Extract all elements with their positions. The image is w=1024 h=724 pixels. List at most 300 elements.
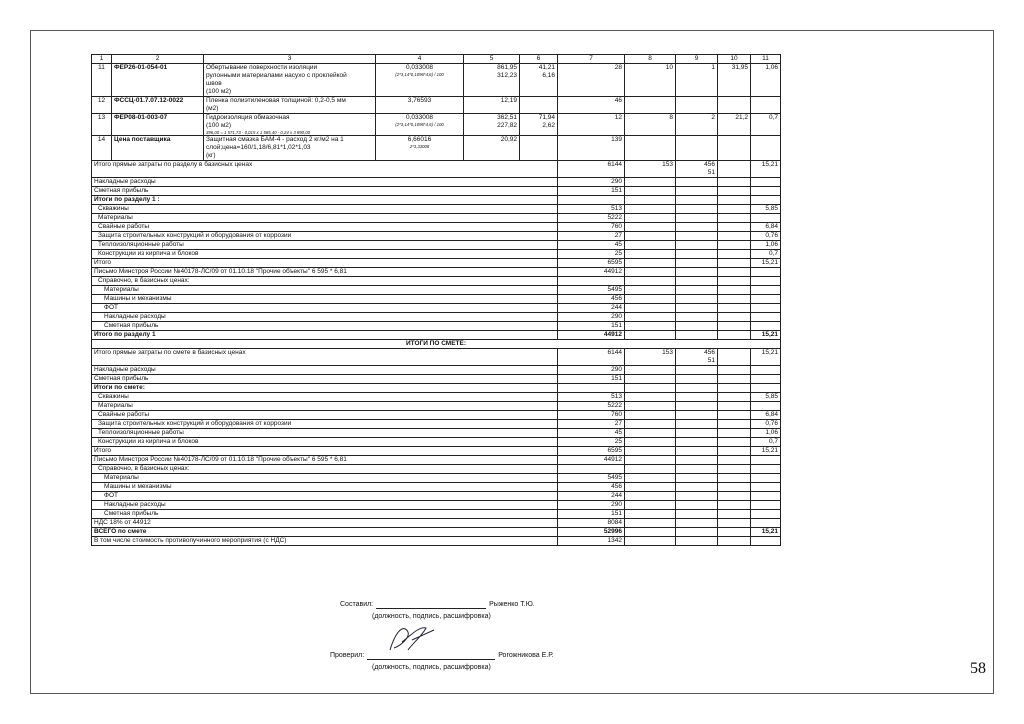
cell xyxy=(718,384,751,393)
summary-label: Итого xyxy=(92,447,558,456)
item-qty xyxy=(376,64,464,97)
summary-c9 xyxy=(676,375,718,384)
summary-c9 xyxy=(676,393,718,402)
item-code: ФЕР08-01-003-07 xyxy=(112,114,204,136)
summary-c7: 760 xyxy=(558,411,625,420)
summary-label: Материалы xyxy=(92,286,558,295)
summary-c11 xyxy=(751,286,781,295)
summary-label: Скважины xyxy=(92,205,558,214)
summary-c7: 25 xyxy=(558,438,625,447)
summary-c9 xyxy=(676,250,718,259)
summary-c9 xyxy=(676,519,718,528)
summary-c10 xyxy=(718,510,751,519)
summary-label: Защита строительных конструкций и оборудования от коррозии xyxy=(92,232,558,241)
summary-c9 xyxy=(676,528,718,537)
cell xyxy=(718,277,751,286)
cell xyxy=(625,465,676,474)
item-name-line: Гидроизоляция обмазочная xyxy=(206,114,290,121)
summary-c10 xyxy=(718,322,751,331)
summary-c8 xyxy=(625,456,676,465)
item-name-line: (100 м2) xyxy=(206,122,232,129)
work-type-row xyxy=(92,250,781,259)
summary-c11 xyxy=(751,366,781,375)
item-name-line: Обертывание поверхности изоляции xyxy=(206,64,318,71)
summary-c9 xyxy=(676,223,718,232)
column-header: 6 xyxy=(520,55,558,64)
summary-label: Машины и механизмы xyxy=(92,295,558,304)
item-c9 xyxy=(676,136,718,161)
summary-c11: 0,7 xyxy=(751,438,781,447)
direct-costs-row xyxy=(92,161,781,178)
item-row xyxy=(92,64,781,97)
itogo-row xyxy=(92,447,781,456)
work-type-row xyxy=(92,241,781,250)
cell xyxy=(558,277,625,286)
summary-c7: 44912 xyxy=(558,268,625,277)
summary-c8 xyxy=(625,250,676,259)
price-a: 362,51 xyxy=(497,114,517,121)
c9-b: 51 xyxy=(707,357,715,364)
summary-label: Защита строительных конструкций и оборудования от коррозии xyxy=(92,420,558,429)
summary-c10 xyxy=(718,519,751,528)
summary-c10 xyxy=(718,223,751,232)
summary-c10 xyxy=(718,259,751,268)
item-name-line: (кг) xyxy=(206,152,216,159)
summary-c11: 5,85 xyxy=(751,393,781,402)
summary-label: Машины и механизмы xyxy=(92,483,558,492)
reference-item-row xyxy=(92,501,781,510)
column-header: 9 xyxy=(676,55,718,64)
summary-c9 xyxy=(676,456,718,465)
summary-label: Материалы xyxy=(92,214,558,223)
summary-c7: 290 xyxy=(558,313,625,322)
summary-c11 xyxy=(751,501,781,510)
summary-c10 xyxy=(718,411,751,420)
item-price xyxy=(464,64,520,97)
summary-c8 xyxy=(625,223,676,232)
item-c9: 1 xyxy=(676,64,718,97)
summary-c11: 1,06 xyxy=(751,241,781,250)
summary-c7: 44912 xyxy=(558,456,625,465)
summary-c9 xyxy=(676,537,718,546)
summary-label: НДС 18% от 44912 xyxy=(92,519,558,528)
item-c10 xyxy=(718,136,751,161)
summary-c10 xyxy=(718,429,751,438)
summary-c9 xyxy=(676,304,718,313)
summary-c9 xyxy=(676,411,718,420)
work-type-row xyxy=(92,429,781,438)
item-row xyxy=(92,97,781,114)
checked-label: Проверил: xyxy=(330,652,365,659)
summary-label: Накладные расходы xyxy=(92,366,558,375)
reference-item-row xyxy=(92,322,781,331)
column-header: 4 xyxy=(376,55,464,64)
summary-c11: 15,21 xyxy=(751,447,781,456)
column-header: 2 xyxy=(112,55,204,64)
summary-c10 xyxy=(718,187,751,196)
overhead-row xyxy=(92,178,781,187)
qty-formula: (2*3,14*0,1096*4,6) / 100 xyxy=(395,122,444,127)
column-header: 8 xyxy=(625,55,676,64)
item-no: 14 xyxy=(92,136,112,161)
c9-b: 51 xyxy=(707,169,715,176)
summary-label: Накладные расходы xyxy=(92,178,558,187)
summary-c9 xyxy=(676,313,718,322)
work-type-row xyxy=(92,420,781,429)
summary-c8 xyxy=(625,420,676,429)
summary-c9 xyxy=(676,492,718,501)
summary-c11: 15,21 xyxy=(751,528,781,537)
item-c10 xyxy=(718,97,751,114)
summary-c11 xyxy=(751,187,781,196)
price2-b: 2,62 xyxy=(542,122,555,129)
item-c8: 8 xyxy=(625,114,676,136)
summary-c7: 44912 xyxy=(558,331,625,340)
work-type-row xyxy=(92,232,781,241)
summary-c9 xyxy=(676,483,718,492)
summary-c8 xyxy=(625,492,676,501)
summary-c11: 6,84 xyxy=(751,411,781,420)
summary-c11: 15,21 xyxy=(751,161,781,178)
summary-c11 xyxy=(751,402,781,411)
summary-c11: 1,06 xyxy=(751,429,781,438)
summary-c7: 151 xyxy=(558,187,625,196)
summary-c11 xyxy=(751,519,781,528)
item-total: 46 xyxy=(558,97,625,114)
item-price-2 xyxy=(520,64,558,97)
reference-item-row xyxy=(92,286,781,295)
summary-c9 xyxy=(676,259,718,268)
column-header: 10 xyxy=(718,55,751,64)
c9-a: 456 xyxy=(704,349,715,356)
summary-c9 xyxy=(676,232,718,241)
cell xyxy=(558,465,625,474)
item-price-2 xyxy=(520,114,558,136)
work-type-row xyxy=(92,411,781,420)
summary-c11: 15,21 xyxy=(751,349,781,366)
column-header: 3 xyxy=(204,55,376,64)
summary-c8 xyxy=(625,393,676,402)
item-c8: 10 xyxy=(625,64,676,97)
grand-total-row xyxy=(92,528,781,537)
summary-c9 xyxy=(676,510,718,519)
price2-a: 41,21 xyxy=(538,64,555,71)
summary-c10 xyxy=(718,250,751,259)
summary-c9 xyxy=(676,286,718,295)
item-price xyxy=(464,114,520,136)
summary-c9 xyxy=(676,161,718,178)
item-c8 xyxy=(625,97,676,114)
item-name-line: Защитная смазка БАМ-4 - расход 2 кг/м2 на 1 xyxy=(206,136,344,143)
item-name xyxy=(204,136,376,161)
summary-label: Итого по разделу 1 xyxy=(92,331,558,340)
reference-item-row xyxy=(92,313,781,322)
reference-item-row xyxy=(92,304,781,313)
summary-c8 xyxy=(625,438,676,447)
compiled-signature xyxy=(340,600,535,609)
summary-c9 xyxy=(676,331,718,340)
summary-label: Накладные расходы xyxy=(92,313,558,322)
summary-label: В том числе стоимость противопучинного мероприятия (с НДС) xyxy=(92,537,558,546)
summary-c9 xyxy=(676,438,718,447)
item-name-line: Пленка полиэтиленовая толщиной: 0,2-0,5 мм xyxy=(206,97,346,104)
cell xyxy=(676,384,718,393)
item-total: 12 xyxy=(558,114,625,136)
summary-c7: 5222 xyxy=(558,214,625,223)
qty-formula: (2*3,14*0,1096*4,6) / 100 xyxy=(395,72,444,77)
summary-label: Материалы xyxy=(92,474,558,483)
summary-c7: 5222 xyxy=(558,402,625,411)
summary-c8 xyxy=(625,259,676,268)
cell xyxy=(751,465,781,474)
summary-c7: 760 xyxy=(558,223,625,232)
summary-label: Сметная прибыль xyxy=(92,375,558,384)
letter-row xyxy=(92,456,781,465)
reference-item-row xyxy=(92,510,781,519)
item-price-2 xyxy=(520,136,558,161)
item-qty xyxy=(376,114,464,136)
price-a: 861,95 xyxy=(497,64,517,71)
summary-c8 xyxy=(625,331,676,340)
item-price xyxy=(464,97,520,114)
cell xyxy=(625,277,676,286)
summary-c7: 151 xyxy=(558,510,625,519)
summary-c10 xyxy=(718,313,751,322)
column-header: 7 xyxy=(558,55,625,64)
summary-c7: 27 xyxy=(558,232,625,241)
summary-c11: 0,7 xyxy=(751,250,781,259)
summary-c10 xyxy=(718,214,751,223)
summary-c7: 27 xyxy=(558,420,625,429)
summary-c7: 1342 xyxy=(558,537,625,546)
summary-c9 xyxy=(676,349,718,366)
summary-c7: 290 xyxy=(558,366,625,375)
summary-c9 xyxy=(676,429,718,438)
totals-title-row xyxy=(92,384,781,393)
cell xyxy=(558,196,625,205)
summary-c10 xyxy=(718,161,751,178)
reference-row xyxy=(92,277,781,286)
summary-c10 xyxy=(718,402,751,411)
summary-c8 xyxy=(625,537,676,546)
summary-c9 xyxy=(676,447,718,456)
item-c10: 21,2 xyxy=(718,114,751,136)
qty-value: 0,033008 xyxy=(405,114,434,121)
compiled-caption: (должность, подпись, расшифровка) xyxy=(372,613,491,620)
summary-c11 xyxy=(751,474,781,483)
summary-c8 xyxy=(625,241,676,250)
summary-c9 xyxy=(676,474,718,483)
summary-c11: 0,76 xyxy=(751,420,781,429)
summary-c10 xyxy=(718,492,751,501)
work-type-row xyxy=(92,402,781,411)
summary-c10 xyxy=(718,304,751,313)
work-type-row xyxy=(92,393,781,402)
summary-c9 xyxy=(676,205,718,214)
title-label: Итоги по разделу 1 : xyxy=(92,196,558,205)
summary-c10 xyxy=(718,447,751,456)
summary-c10 xyxy=(718,366,751,375)
summary-c7: 45 xyxy=(558,241,625,250)
summary-c7: 52996 xyxy=(558,528,625,537)
summary-c10 xyxy=(718,178,751,187)
summary-c10 xyxy=(718,331,751,340)
summary-c10 xyxy=(718,375,751,384)
summary-c9 xyxy=(676,402,718,411)
item-no: 13 xyxy=(92,114,112,136)
summary-c7: 456 xyxy=(558,295,625,304)
price-a: 12,19 xyxy=(500,97,517,104)
profit-row xyxy=(92,187,781,196)
reference-row xyxy=(92,465,781,474)
qty-value: 6,66016 xyxy=(407,136,432,143)
summary-c10 xyxy=(718,286,751,295)
summary-label: Итого прямые затраты по разделу в базисных ценах xyxy=(92,161,558,178)
summary-c7: 151 xyxy=(558,375,625,384)
summary-c11 xyxy=(751,295,781,304)
summary-c11 xyxy=(751,375,781,384)
summary-c11 xyxy=(751,483,781,492)
cell xyxy=(751,196,781,205)
summary-c11 xyxy=(751,214,781,223)
item-name xyxy=(204,97,376,114)
summary-label: Скважины xyxy=(92,393,558,402)
item-c9: 2 xyxy=(676,114,718,136)
cell xyxy=(625,196,676,205)
summary-label: Конструкции из кирпича и блоков xyxy=(92,438,558,447)
item-name-line: рулонными материалами насухо с проклейкой xyxy=(206,72,347,79)
page-number: 58 xyxy=(970,660,986,677)
reference-item-row xyxy=(92,483,781,492)
item-total: 139 xyxy=(558,136,625,161)
summary-label: Письмо Минстроя России №40178-ЛС/09 от 01.10.18 "Прочие объекты" 6 595 * 6,81 xyxy=(92,456,558,465)
summary-c10 xyxy=(718,438,751,447)
summary-label: Сметная прибыль xyxy=(92,187,558,196)
work-type-row xyxy=(92,438,781,447)
item-qty xyxy=(376,97,464,114)
summary-c8 xyxy=(625,304,676,313)
summary-c9 xyxy=(676,241,718,250)
summary-c10 xyxy=(718,501,751,510)
summary-c7: 244 xyxy=(558,304,625,313)
estimate-totals-heading xyxy=(92,340,781,349)
summary-c10 xyxy=(718,483,751,492)
item-c11: 0,7 xyxy=(751,114,781,136)
summary-label: Сметная прибыль xyxy=(92,510,558,519)
summary-label: Теплоизоляционные работы xyxy=(92,429,558,438)
summary-c8 xyxy=(625,447,676,456)
reference-item-row xyxy=(92,295,781,304)
summary-c7: 6595 xyxy=(558,447,625,456)
summary-c11 xyxy=(751,492,781,501)
item-name-line: швов xyxy=(206,80,222,87)
summary-c8 xyxy=(625,519,676,528)
cell xyxy=(558,384,625,393)
reference-item-row xyxy=(92,474,781,483)
compiled-name: Рыженко Т.Ю. xyxy=(489,601,535,608)
summary-c11 xyxy=(751,304,781,313)
summary-c8 xyxy=(625,313,676,322)
summary-label: ВСЕГО по смете xyxy=(92,528,558,537)
summary-c10 xyxy=(718,537,751,546)
summary-c8: 153 xyxy=(625,349,676,366)
summary-c11: 15,21 xyxy=(751,259,781,268)
summary-c10 xyxy=(718,295,751,304)
summary-c8 xyxy=(625,375,676,384)
summary-c11 xyxy=(751,510,781,519)
summary-label: Сметная прибыль xyxy=(92,322,558,331)
estimate-table xyxy=(91,54,781,546)
summary-c11 xyxy=(751,456,781,465)
summary-c8 xyxy=(625,214,676,223)
header-row xyxy=(92,55,781,64)
summary-c10 xyxy=(718,393,751,402)
qty-value: 0,033008 xyxy=(405,64,434,71)
summary-c8: 153 xyxy=(625,161,676,178)
summary-c7: 6144 xyxy=(558,161,625,178)
item-no: 11 xyxy=(92,64,112,97)
summary-c8 xyxy=(625,205,676,214)
summary-c9 xyxy=(676,214,718,223)
summary-c8 xyxy=(625,501,676,510)
cell xyxy=(676,465,718,474)
price-b: 227,82 xyxy=(497,122,517,129)
summary-c11: 6,84 xyxy=(751,223,781,232)
summary-c8 xyxy=(625,232,676,241)
summary-c7: 244 xyxy=(558,492,625,501)
summary-c7: 6595 xyxy=(558,259,625,268)
summary-c8 xyxy=(625,411,676,420)
reference-label: Справочно, в базисных ценах: xyxy=(92,465,558,474)
item-no: 12 xyxy=(92,97,112,114)
included-row xyxy=(92,537,781,546)
item-price-2 xyxy=(520,97,558,114)
section-total-row xyxy=(92,331,781,340)
item-c11: 1,06 xyxy=(751,64,781,97)
summary-c7: 513 xyxy=(558,393,625,402)
work-type-row xyxy=(92,214,781,223)
cell xyxy=(751,384,781,393)
item-name-line: (100 м2) xyxy=(206,88,232,95)
price-a: 20,92 xyxy=(500,136,517,143)
summary-c10 xyxy=(718,349,751,366)
summary-c8 xyxy=(625,474,676,483)
item-c11 xyxy=(751,97,781,114)
item-row xyxy=(92,136,781,161)
summary-label: Итого xyxy=(92,259,558,268)
summary-c11 xyxy=(751,537,781,546)
vat-row xyxy=(92,519,781,528)
summary-c8 xyxy=(625,429,676,438)
column-header: 1 xyxy=(92,55,112,64)
summary-c7: 5495 xyxy=(558,286,625,295)
summary-c7: 6144 xyxy=(558,349,625,366)
summary-c9 xyxy=(676,295,718,304)
totals-heading: ИТОГИ ПО СМЕТЕ: xyxy=(92,340,781,349)
summary-c11: 15,21 xyxy=(751,331,781,340)
summary-label: ФОТ xyxy=(92,304,558,313)
summary-c8 xyxy=(625,178,676,187)
summary-c8 xyxy=(625,322,676,331)
item-name-formula: 396,00 = 1 571,73 - 0,015 x 1 585,40 - 0,24 x 3 890,00 xyxy=(206,130,311,135)
reference-label: Справочно, в базисных ценах: xyxy=(92,277,558,286)
summary-c7: 290 xyxy=(558,501,625,510)
summary-c11 xyxy=(751,322,781,331)
column-header: 5 xyxy=(464,55,520,64)
price2-a: 71,94 xyxy=(538,114,555,121)
item-c11 xyxy=(751,136,781,161)
summary-c9 xyxy=(676,178,718,187)
